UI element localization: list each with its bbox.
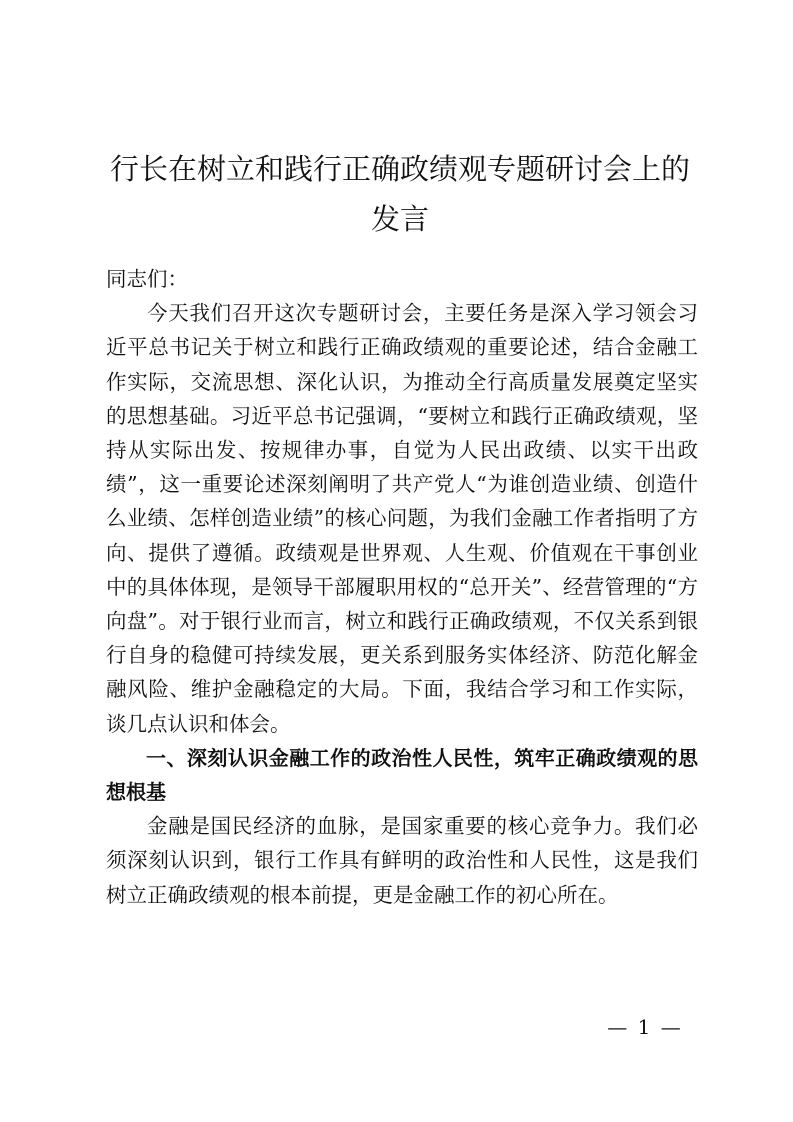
document-body [106, 262, 698, 912]
document-title: 行长在树立和践行正确政绩观专题研讨会上的发言 [109, 152, 690, 236]
section-paragraph: 金融是国民经济的血脉，是国家重要的核心竞争力。我们必须深刻认识到，银行工作具有鲜明的政治性和人民性，这是我们树立正确政绩观的根本前提，更是金融工作的初心所在。 [106, 814, 698, 907]
section-heading: 一、深刻认识金融工作的政治性人民性，筑牢正确政绩观的思想根基 [106, 745, 698, 805]
page-number: — 1 — [607, 1015, 683, 1039]
salutation: 同志们： [106, 267, 188, 291]
intro-paragraph: 今天我们召开这次专题研讨会，主要任务是深入学习领会习近平总书记关于树立和践行正确政绩观的重要论述，结合金融工作实际，交流思想、深化认识，为推动全行高质量发展奠定坚实的思想基础。习近平总书记强调，“要树立和践行正确政绩观，坚持从实际出发、按规律办事，自觉为人民出政绩、以实干出政绩”，这一重要论述深刻阐明了共产党人“为谁创造业绩、创造什么业绩、怎样创造业绩”的核心问题，为我们金融工作者指明了方向、提供了遵循。政绩观是世界观、人生观、价值观在干事创业中的具体体现，是领导干部履职用权的“总开关”、经营管理的“方向盘”。对于银行业而言，树立和践行正确政绩观，不仅关系到银行自身的稳健可持续发展，更关系到服务实体经济、防范化解金融风险、维护金融稳定的大局。下面，我结合学习和工作实际，谈几点认识和体会。 [106, 301, 698, 736]
